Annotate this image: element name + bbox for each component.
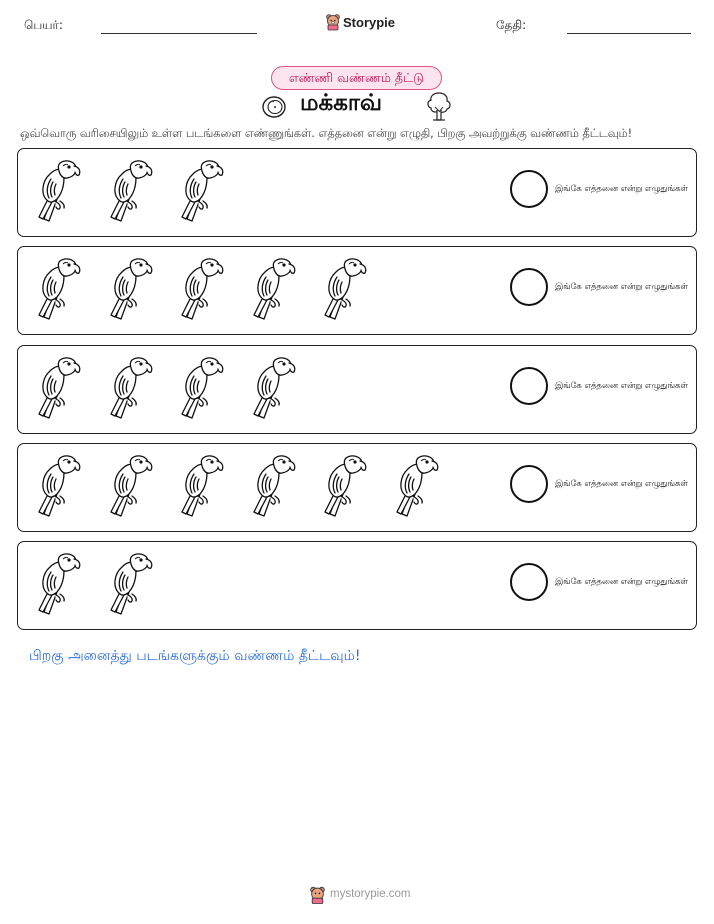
- worksheet-type-badge: எண்ணி வண்ணம் தீட்டு: [271, 66, 442, 90]
- name-label: பெயர்:: [24, 18, 63, 32]
- answer-label: இங்கே எத்தனை என்று எழுதுங்கள்: [555, 576, 688, 587]
- counting-row: [17, 541, 697, 630]
- macaw-parrot-icon: [173, 354, 225, 420]
- macaw-parrot-icon: [316, 452, 368, 518]
- macaw-parrot-icon: [245, 354, 297, 420]
- macaw-parrot-icon: [30, 452, 82, 518]
- macaw-parrot-icon: [102, 255, 154, 321]
- answer-circle[interactable]: [510, 170, 548, 208]
- name-write-line: [101, 33, 257, 34]
- macaw-parrot-icon: [245, 255, 297, 321]
- page-title: மக்காவ்: [300, 90, 382, 116]
- answer-label: இங்கே எத்தனை என்று எழுதுங்கள்: [555, 183, 688, 193]
- instructions-text: ஒவ்வொரு வரிசையிலும் உள்ள படங்களை எண்ணுங்கள். எத்தனை என்று எழுதி, பிறகு அவற்றுக்கு வண்ணம் தீட்டவும்!: [20, 127, 633, 140]
- bear-logo-icon: [325, 13, 341, 31]
- worksheet-header: [0, 0, 714, 50]
- closing-instruction: பிறகு அனைத்து படங்களுக்கும் வண்ணம் தீட்டவும்!: [29, 648, 361, 664]
- title-area: [0, 88, 714, 124]
- date-write-line: [567, 33, 691, 34]
- macaw-parrot-icon: [388, 452, 440, 518]
- answer-circle[interactable]: [510, 367, 548, 405]
- counting-row: [17, 246, 697, 335]
- macaw-parrot-icon: [30, 255, 82, 321]
- counting-row: [17, 443, 697, 532]
- answer-label: இங்கே எத்தனை என்று எழுதுங்கள்: [555, 281, 688, 292]
- answer-circle[interactable]: [510, 268, 548, 306]
- macaw-parrot-icon: [173, 255, 225, 321]
- macaw-parrot-icon: [316, 255, 368, 321]
- macaw-parrot-icon: [102, 354, 154, 420]
- macaw-parrot-icon: [173, 157, 225, 223]
- counting-row: [17, 345, 697, 434]
- date-label: தேதி:: [496, 18, 527, 32]
- answer-label: இங்கே எத்தனை என்று எழுதுங்கள்: [555, 379, 688, 390]
- footer-site-url: mystorypie.com: [330, 888, 411, 900]
- answer-label: இங்கே எத்தனை என்று எழுதுங்கள்: [555, 477, 688, 488]
- bear-logo-icon: [309, 885, 326, 905]
- macaw-parrot-icon: [102, 550, 154, 616]
- macaw-parrot-icon: [102, 157, 154, 223]
- brand-name: Storypie: [343, 14, 396, 30]
- macaw-parrot-icon: [30, 354, 82, 420]
- macaw-parrot-icon: [173, 452, 225, 518]
- tree-icon: [424, 90, 454, 122]
- brand-logo: [325, 13, 395, 31]
- macaw-parrot-icon: [102, 452, 154, 518]
- macaw-parrot-icon: [30, 550, 82, 616]
- coconut-icon: [260, 92, 288, 120]
- counting-row: [17, 148, 697, 237]
- macaw-parrot-icon: [245, 452, 297, 518]
- macaw-parrot-icon: [30, 157, 82, 223]
- footer: [0, 883, 714, 909]
- answer-circle[interactable]: [510, 465, 548, 503]
- answer-circle[interactable]: [510, 563, 548, 601]
